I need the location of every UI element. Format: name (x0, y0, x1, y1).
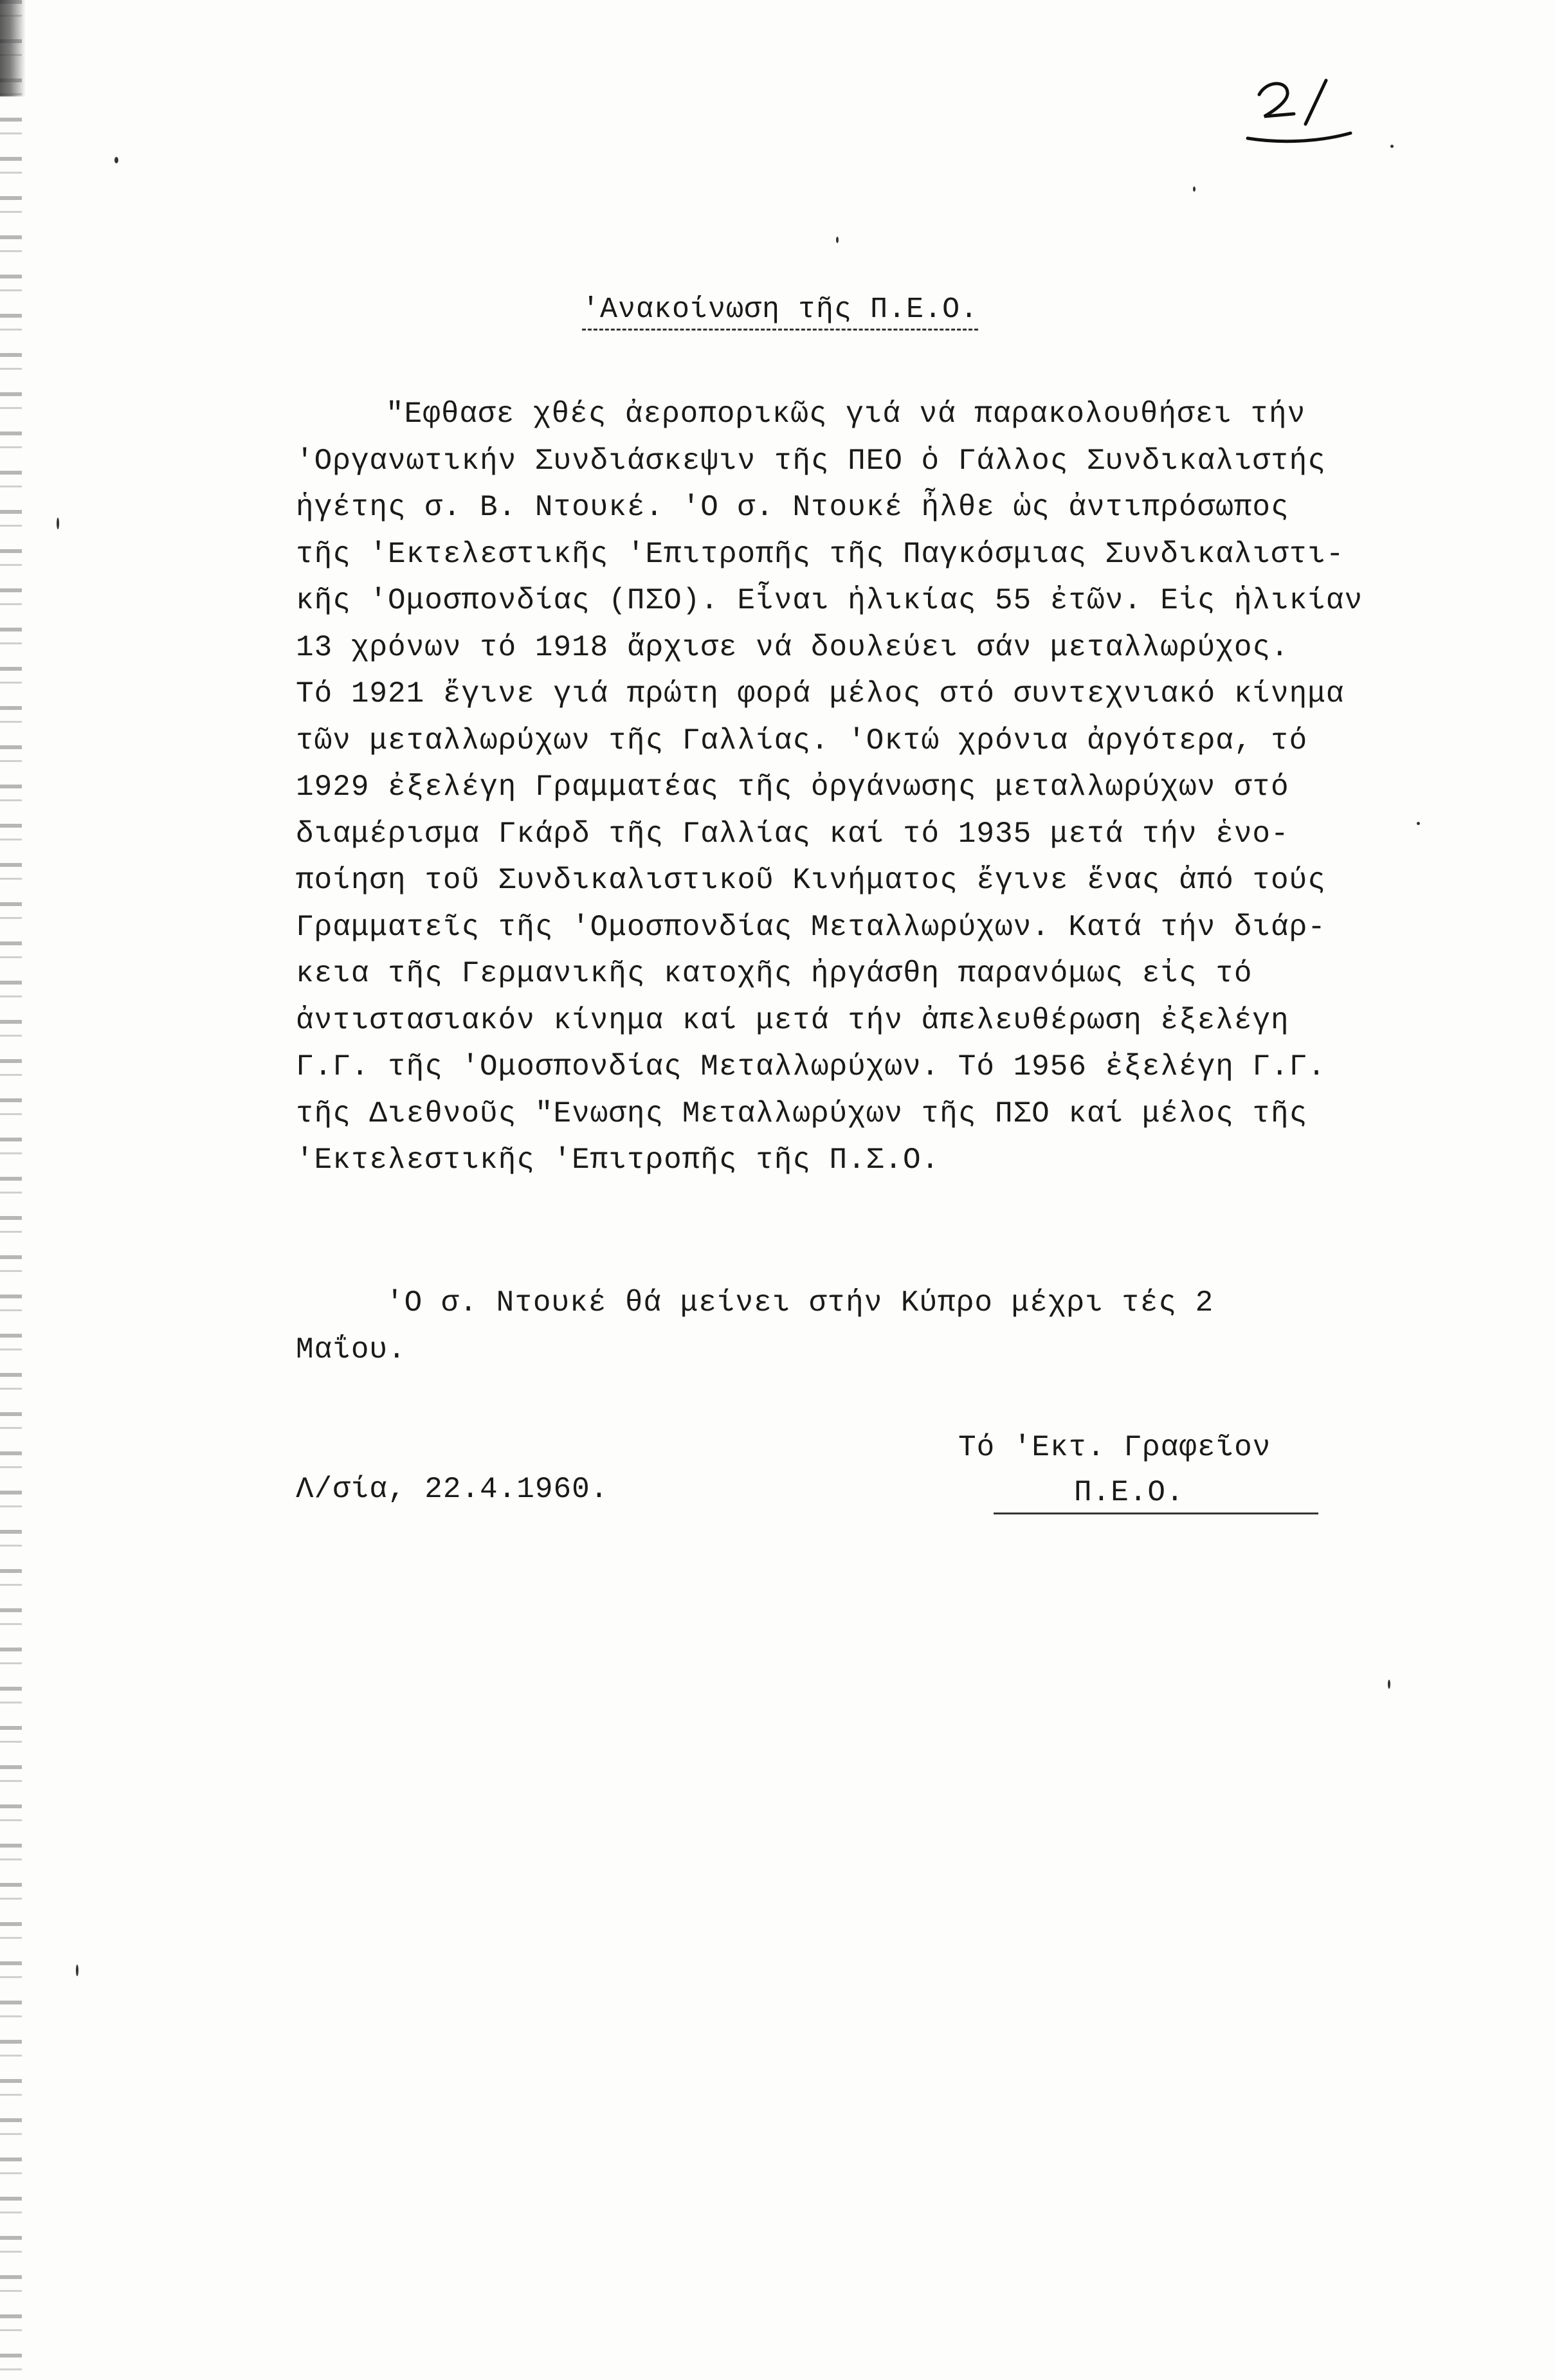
body-line: 'Οργανωτικήν Συνδιάσκεψιν τῆς ΠΕΟ ὁ Γάλλος Συνδικαλιστής (296, 444, 1326, 478)
scan-speck (114, 157, 118, 163)
scan-speck (1390, 145, 1394, 148)
page-number-drawing (1241, 61, 1370, 151)
body-line: Τό 1921 ἔγινε γιά πρώτη φορά μέλος στό συντεχνιακό κίνημα (296, 677, 1345, 711)
body-line: τῆς Διεθνοῦς "Ενωσης Μεταλλωρύχων τῆς ΠΣΟ καί μέλος τῆς (296, 1096, 1308, 1131)
announcement-body (296, 391, 1473, 1184)
body-line: ἡγέτης σ. Β. Ντουκέ. 'Ο σ. Ντουκέ ἦλθε ὡς ἀντιπρόσωπος (296, 491, 1289, 524)
signature-rule (994, 1512, 1318, 1514)
body-line: διαμέρισμα Γκάρδ τῆς Γαλλίας καί τό 1935 μετά τήν ἑνο- (296, 817, 1289, 851)
scan-speck (57, 518, 59, 529)
signature-office: Τό 'Εκτ. Γραφεῖον (958, 1431, 1271, 1464)
body-line: 'Εκτελεστικῆς 'Επιτροπῆς τῆς Π.Σ.Ο. (296, 1143, 940, 1177)
scan-edge-noise (0, 0, 22, 2380)
scan-speck (1417, 822, 1420, 825)
signature-organization: Π.Ε.Ο. (1074, 1476, 1185, 1509)
body-line: Γ.Γ. τῆς 'Ομοσπονδίας Μεταλλωρύχων. Τό 1956 ἐξελέγη Γ.Γ. (296, 1050, 1326, 1084)
body-line: Γραμματεῖς τῆς 'Ομοσπονδίας Μεταλλωρύχων. Κατά τήν διάρ- (296, 910, 1326, 944)
scan-speck (1193, 186, 1196, 192)
body-line: τῶν μεταλλωρύχων τῆς Γαλλίας. 'Οκτώ χρόνια ἀργότερα, τό (296, 723, 1308, 758)
closing-paragraph (296, 1280, 1214, 1373)
closing-line: 'Ο σ. Ντουκέ θά μείνει στήν Κύπρο μέχρι τές 2 (386, 1286, 1214, 1320)
scan-speck (836, 237, 839, 243)
scan-speck (76, 1965, 78, 1976)
body-line: ποίηση τοῦ Συνδικαλιστικοῦ Κινήματος ἔγινε ἕνας ἀπό τούς (296, 864, 1326, 897)
body-line: 13 χρόνων τό 1918 ἄρχισε νά δουλεύει σάν μεταλλωρύχος. (296, 630, 1289, 664)
scan-speck (1388, 1680, 1390, 1689)
body-line: τῆς 'Εκτελεστικῆς 'Επιτροπῆς τῆς Παγκόσμιας Συνδικαλιστι- (296, 537, 1345, 571)
body-line: κῆς 'Ομοσπονδίας (ΠΣΟ). Εἶναι ἡλικίας 55 ἐτῶν. Εἰς ἡλικίαν (296, 584, 1363, 617)
body-line: 1929 ἐξελέγη Γραμματέας τῆς ὀργάνωσης μεταλλωρύχων στό (296, 770, 1289, 804)
body-line: ἀντιστασιακόν κίνημα καί μετά τήν ἀπελευθέρωση ἐξελέγη (296, 1003, 1289, 1037)
scan-edge-shadow (0, 0, 26, 96)
document-title: 'Ανακοίνωση τῆς Π.Ε.Ο. (582, 293, 978, 331)
body-line: "Εφθασε χθές ἀεροπορικῶς γιά νά παρακολουθήσει τήν (386, 397, 1306, 431)
body-line: κεια τῆς Γερμανικῆς κατοχῆς ἠργάσθη παρανόμως εἰς τό (296, 957, 1253, 990)
handwritten-page-number (1241, 61, 1370, 151)
signature-block (958, 1431, 1318, 1521)
place-date: Λ/σία, 22.4.1960. (296, 1473, 609, 1506)
closing-line: Μαΐου. (296, 1332, 406, 1367)
